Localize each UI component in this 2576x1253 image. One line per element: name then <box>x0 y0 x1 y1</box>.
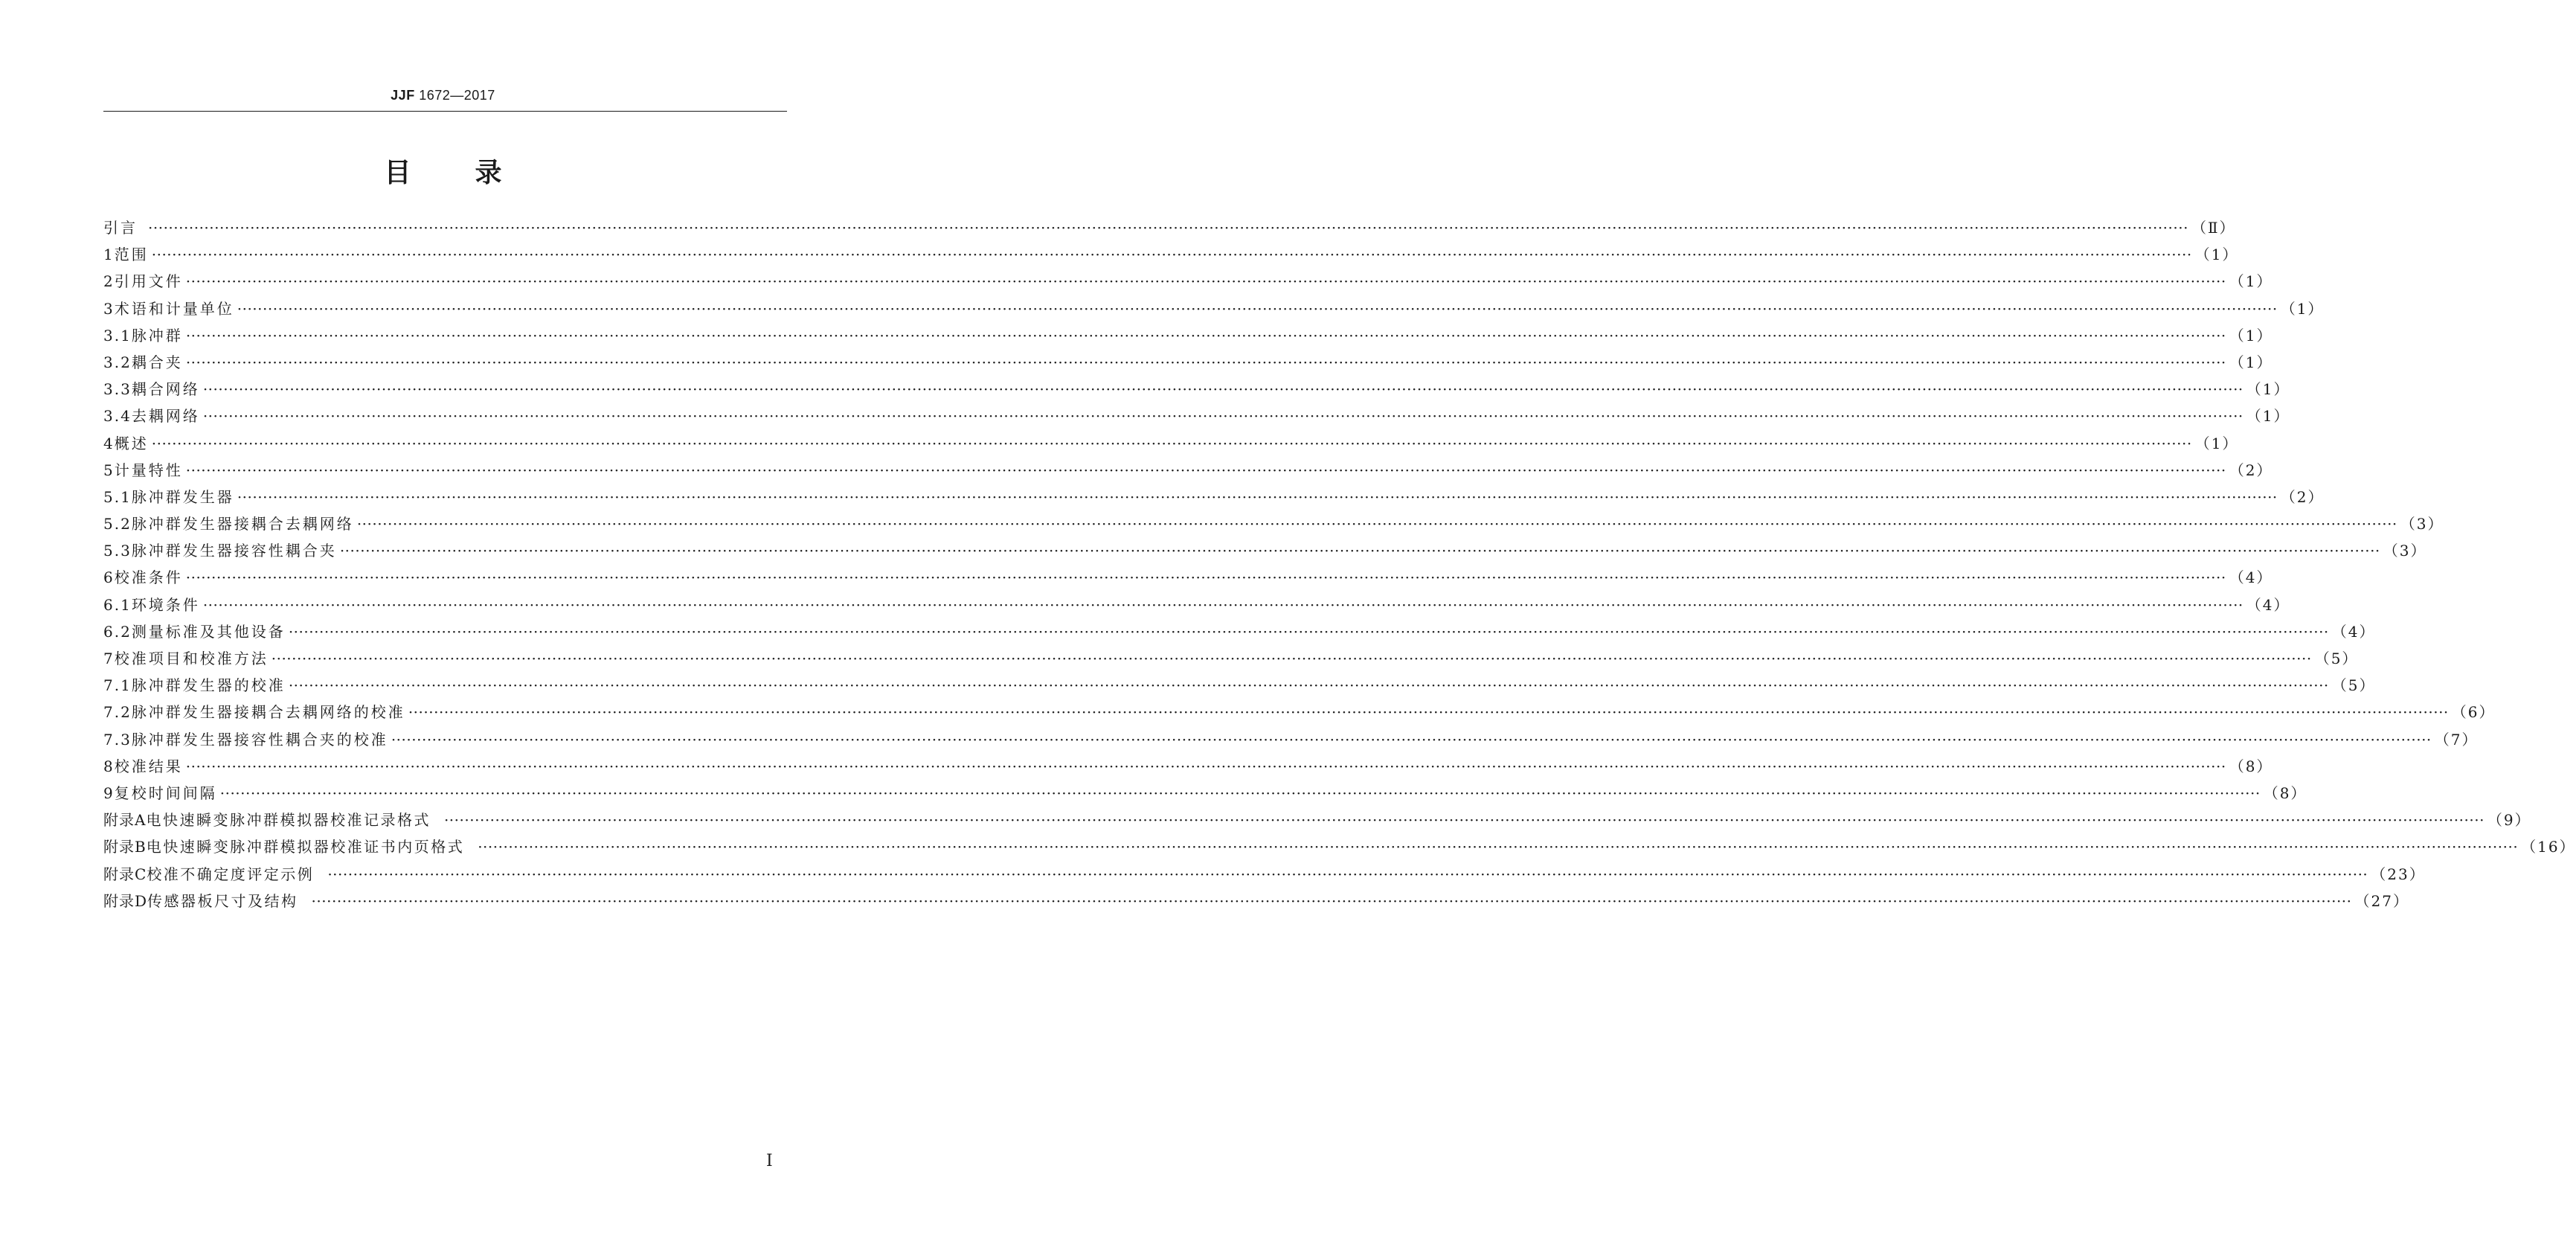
toc-entry-title: 计量特性 <box>114 461 183 479</box>
toc-entry-page: （4） <box>2246 595 2290 614</box>
toc-entry-number: 3.3 <box>103 380 132 399</box>
toc-leader-dots: ················································································································································································································································································································································································································ <box>185 568 2226 587</box>
toc-entry-title: 耦合夹 <box>131 353 183 371</box>
toc-leader-dots: ················································································································································································································································································································································································································ <box>478 838 2519 856</box>
toc-leader-dots: ················································································································································································································································································································································································································ <box>339 542 2380 560</box>
toc-entry-title: 范围 <box>114 246 149 264</box>
toc-entry-title: 脉冲群发生器的校准 <box>131 676 286 695</box>
toc-leader-dots: ················································································································································································································································································································································································································ <box>311 891 2352 910</box>
header-divider <box>103 111 787 112</box>
toc-entry-title: 脉冲群发生器 <box>131 487 234 506</box>
toc-leader-dots: ················································································································································································································································································································································································································ <box>202 380 2243 399</box>
toc-entry[interactable] <box>103 403 2290 429</box>
toc-entry-number: 5.2 <box>103 515 132 533</box>
toc-entry[interactable] <box>103 592 2290 618</box>
toc-entry-number: 5.3 <box>103 542 132 560</box>
toc-entry-page: （23） <box>2371 865 2426 883</box>
toc-entry[interactable] <box>103 322 2273 349</box>
toc-entry[interactable] <box>103 241 2239 268</box>
toc-entry-title: 测量标准及其他设备 <box>131 622 286 641</box>
toc-entry-number: 3.2 <box>103 353 132 371</box>
toc-entry-title: 传感器板尺寸及结构 <box>147 891 298 910</box>
toc-entry-number: 6 <box>103 568 115 587</box>
toc-leader-dots: ················································································································································································································································································································································································································ <box>219 783 2261 802</box>
toc-entry-page: （8） <box>2229 757 2273 775</box>
toc-leader-dots: ················································································································································································································································································································································································································ <box>148 219 2188 237</box>
toc-entry[interactable] <box>103 295 2325 322</box>
toc-entry-number: 1 <box>103 246 115 264</box>
toc-leader-dots: ················································································································································································································································································································································································································ <box>151 246 2192 264</box>
toc-entry-page: （1） <box>2246 380 2290 399</box>
toc-entry-number: 3 <box>103 299 115 318</box>
toc-entry-page: （1） <box>2280 299 2325 318</box>
toc-entry-title: 脉冲群发生器接容性耦合夹 <box>131 542 337 560</box>
toc-leader-dots: ················································································································································································································································································································································································································ <box>443 811 2485 830</box>
standard-number: 1672—2017 <box>419 88 495 103</box>
page-header <box>0 88 886 103</box>
toc-entry-page: （4） <box>2229 568 2273 587</box>
toc-entry-title: 电快速瞬变脉冲群模拟器校准证书内页格式 <box>146 838 465 856</box>
toc-entry-number: 5.1 <box>103 487 132 506</box>
toc-entry[interactable] <box>103 430 2239 457</box>
toc-entry-title: 概述 <box>114 434 149 452</box>
toc-entry-title: 脉冲群发生器接耦合去耦网络 <box>131 515 354 533</box>
toc-entry-number: 附录D <box>103 891 148 910</box>
toc-entry[interactable] <box>103 699 2496 725</box>
toc-entry[interactable] <box>103 753 2273 780</box>
toc-entry[interactable] <box>103 861 2426 888</box>
page-number: Ⅰ <box>766 1152 773 1170</box>
toc-entry-number: 3.1 <box>103 326 132 345</box>
toc-entry[interactable] <box>103 888 2409 914</box>
toc-entry[interactable] <box>103 484 2325 510</box>
toc-leader-dots: ················································································································································································································································································································································································································ <box>288 676 2329 695</box>
toc-entry[interactable] <box>103 726 2479 753</box>
toc-entry-title: 校准不确定度评定示例 <box>147 865 315 883</box>
toc-entry[interactable] <box>103 457 2273 484</box>
toc-entry-page: （Ⅱ） <box>2191 219 2236 237</box>
toc-leader-dots: ················································································································································································································································································································································································································ <box>185 272 2226 291</box>
toc-entry-page: （1） <box>2229 353 2273 371</box>
toc-entry-title: 校准条件 <box>114 568 183 587</box>
toc-entry-number: 7.1 <box>103 676 132 695</box>
toc-entry-page: （2） <box>2229 461 2273 479</box>
toc-entry[interactable] <box>103 645 2359 672</box>
toc-leader-dots: ················································································································································································································································································································································································································ <box>202 407 2243 426</box>
toc-entry-title: 电快速瞬变脉冲群模拟器校准记录格式 <box>146 811 431 830</box>
table-of-contents <box>103 214 2576 914</box>
toc-entry-page: （3） <box>2400 515 2444 533</box>
toc-leader-dots: ················································································································································································································································································································································································································ <box>356 515 2397 533</box>
toc-entry-page: （4） <box>2331 622 2376 641</box>
toc-leader-dots: ················································································································································································································································································································································································································ <box>391 730 2432 749</box>
toc-leader-dots: ················································································································································································································································································································································································································ <box>151 434 2192 452</box>
toc-entry[interactable] <box>103 807 2531 833</box>
toc-entry-title: 耦合网络 <box>131 380 200 399</box>
toc-entry-number: 4 <box>103 434 115 452</box>
toc-entry[interactable] <box>103 833 2576 860</box>
toc-entry-number: 附录B <box>103 838 147 856</box>
toc-entry[interactable] <box>103 537 2427 564</box>
toc-entry-number: 7.3 <box>103 730 132 749</box>
toc-entry-number: 附录C <box>103 865 147 883</box>
toc-entry-title: 环境条件 <box>131 595 200 614</box>
toc-leader-dots: ················································································································································································································································································································································································································ <box>327 865 2368 883</box>
toc-entry-number: 7 <box>103 650 115 667</box>
toc-entry-number: 5 <box>103 461 115 479</box>
toc-entry-title: 去耦网络 <box>131 407 200 426</box>
toc-entry-page: （1） <box>2229 326 2273 345</box>
toc-entry-page: （5） <box>2314 650 2359 667</box>
page-title: 目录 <box>384 158 566 188</box>
toc-entry[interactable] <box>103 214 2236 241</box>
toc-entry[interactable] <box>103 376 2290 403</box>
toc-entry[interactable] <box>103 564 2273 591</box>
toc-entry-page: （3） <box>2383 542 2427 560</box>
toc-entry-page: （1） <box>2246 407 2290 426</box>
toc-leader-dots: ················································································································································································································································································································································································································ <box>288 622 2329 641</box>
toc-entry-number: 7.2 <box>103 703 132 722</box>
toc-entry-page: （1） <box>2194 246 2239 264</box>
toc-entry-page: （1） <box>2194 434 2239 452</box>
toc-entry-number: 6.1 <box>103 595 132 614</box>
toc-entry-number: 2 <box>103 272 115 291</box>
toc-entry[interactable] <box>103 510 2444 537</box>
toc-leader-dots: ················································································································································································································································································································································································································ <box>408 703 2449 722</box>
toc-entry[interactable] <box>103 618 2376 645</box>
toc-entry-title: 复校时间间隔 <box>114 783 217 802</box>
toc-entry[interactable] <box>103 672 2376 699</box>
toc-entry-title: 引言 <box>103 219 138 237</box>
toc-entry-title: 脉冲群 <box>131 326 183 345</box>
toc-entry[interactable] <box>103 268 2273 295</box>
toc-entry-page: （6） <box>2451 703 2496 722</box>
toc-entry[interactable] <box>103 349 2273 376</box>
toc-entry-page: （7） <box>2434 730 2479 749</box>
toc-leader-dots: ················································································································································································································································································································································································································ <box>237 299 2278 318</box>
toc-entry-number: 附录A <box>103 811 147 830</box>
toc-entry-number: 3.4 <box>103 407 132 426</box>
toc-leader-dots: ················································································································································································································································································································································································································ <box>185 461 2226 479</box>
toc-leader-dots: ················································································································································································································································································································································································································ <box>185 353 2226 371</box>
standard-prefix: JJF <box>391 88 415 103</box>
toc-entry-page: （2） <box>2280 487 2325 506</box>
toc-leader-dots: ················································································································································································································································································································································································································ <box>271 650 2312 667</box>
toc-leader-dots: ················································································································································································································································································································································································································ <box>185 326 2226 345</box>
toc-entry-title: 校准项目和校准方法 <box>114 650 269 667</box>
toc-entry-title: 脉冲群发生器接容性耦合夹的校准 <box>131 730 388 749</box>
toc-entry-page: （5） <box>2331 676 2376 695</box>
toc-entry[interactable] <box>103 780 2307 807</box>
toc-entry-number: 8 <box>103 757 115 775</box>
toc-leader-dots: ················································································································································································································································································································································································································ <box>237 487 2278 506</box>
toc-entry-page: （1） <box>2229 272 2273 291</box>
toc-leader-dots: ················································································································································································································································································································································································································ <box>202 595 2243 614</box>
toc-entry-number: 9 <box>103 783 115 802</box>
toc-entry-page: （16） <box>2521 838 2576 856</box>
toc-leader-dots: ················································································································································································································································································································································································································ <box>185 757 2226 775</box>
toc-entry-title: 术语和计量单位 <box>114 299 234 318</box>
toc-entry-title: 校准结果 <box>114 757 183 775</box>
toc-entry-page: （9） <box>2487 811 2531 830</box>
toc-entry-title: 引用文件 <box>114 272 183 291</box>
toc-entry-page: （8） <box>2263 783 2307 802</box>
toc-entry-number: 6.2 <box>103 622 132 641</box>
toc-entry-title: 脉冲群发生器接耦合去耦网络的校准 <box>131 703 405 722</box>
toc-entry-page: （27） <box>2354 891 2409 910</box>
